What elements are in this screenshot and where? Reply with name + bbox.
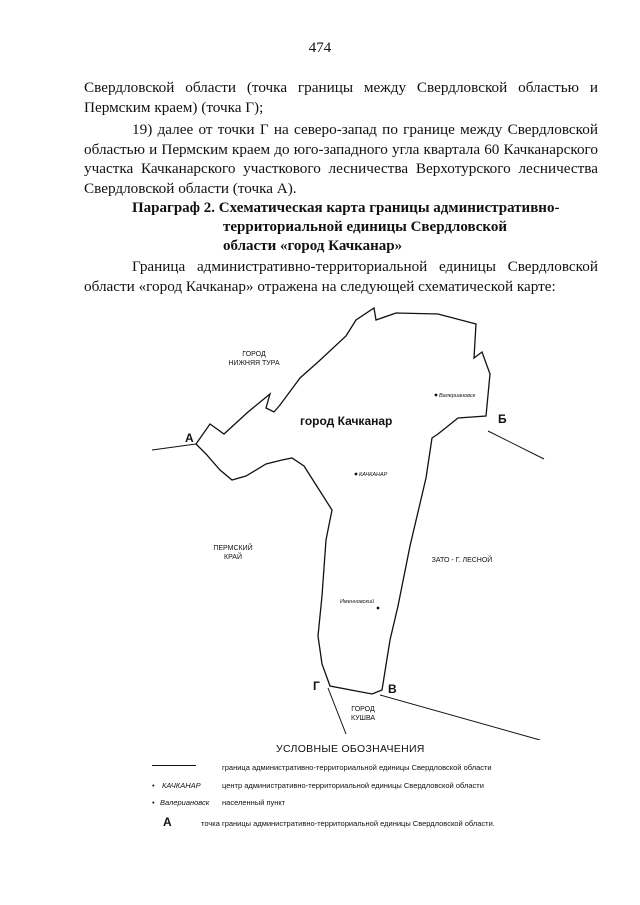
settlement-imennovsky-dot [377,607,380,610]
settlement-kachkanar-dot [355,473,358,476]
legend-center-dot: • [152,781,155,790]
point-b-label: Б [498,412,507,426]
legend-item-center: центр административно-территориальной единицы Свердловской области [222,781,484,790]
legend-settlement-dot: • [152,798,155,807]
legend-item-boundary: граница административно-территориальной единицы Свердловской области [222,763,492,772]
region-nizhnyaya-tura-line2: НИЖНЯЯ ТУРА [228,360,280,367]
heading-line-3: области «город Качканар» [223,238,403,254]
heading-line-2: территориальной единицы Свердловской [223,219,507,235]
boundary-south-v [380,695,540,740]
region-nizhnyaya-tura-line1: ГОРОД [242,351,266,358]
legend-line-symbol [152,765,196,766]
legend-settlement-symbol: Валериановск [160,798,210,807]
legend-item-point: точка границы административно-территориальной единицы Свердловской области. [201,819,495,828]
paragraph-continuation: Свердловской области (точка границы между Свердловской областью и Пермским краем) (точка Г); [84,79,598,116]
legend-item-settlement: населенный пункт [222,798,286,807]
region-kushva-line1: ГОРОД [351,706,375,713]
region-perm-line1: ПЕРМСКИЙ [213,545,253,552]
point-g-label: Г [313,679,320,693]
settlement-kachkanar-label: КАЧКАНАР [359,472,388,478]
region-zato-lesnoy: ЗАТО - Г. ЛЕСНОЙ [431,557,493,564]
map-title: город Качканар [300,414,393,428]
legend-title: УСЛОВНЫЕ ОБОЗНАЧЕНИЯ [276,743,425,755]
paragraph-point-19: 19) далее от точки Г на северо-запад по границе между Свердловской областью и Пермским краем до юго-западного угла квартала 60 Качканарского участка Качканарского участкового лесничества Верхотурского лесничества Свердловской области (точка А). [84,121,598,197]
point-a-label: А [185,431,194,445]
schematic-map [0,300,640,740]
legend-point-symbol: А [163,815,172,829]
legend-center-symbol: КАЧКАНАР [162,781,201,790]
section-heading [132,199,592,256]
point-v-label: В [388,682,397,696]
region-kushva-line2: КУШВА [350,715,376,722]
heading-line-1: Параграф 2. Схематическая карта границы административно- [132,200,560,216]
paragraph-map-intro: Граница административно-территориальной единицы Свердловской области «город Качканар» отражена на следующей схематической карте: [84,258,598,295]
page-number: 474 [308,40,332,56]
boundary-south-g [328,688,346,734]
boundary-east-b [488,431,544,459]
settlement-imennovsky-label: Именновский [340,599,375,605]
settlement-valerianovsk-dot [435,394,438,397]
settlement-valerianovsk-label: Валериановск [439,393,476,399]
region-perm-line2: КРАЙ [224,554,242,561]
